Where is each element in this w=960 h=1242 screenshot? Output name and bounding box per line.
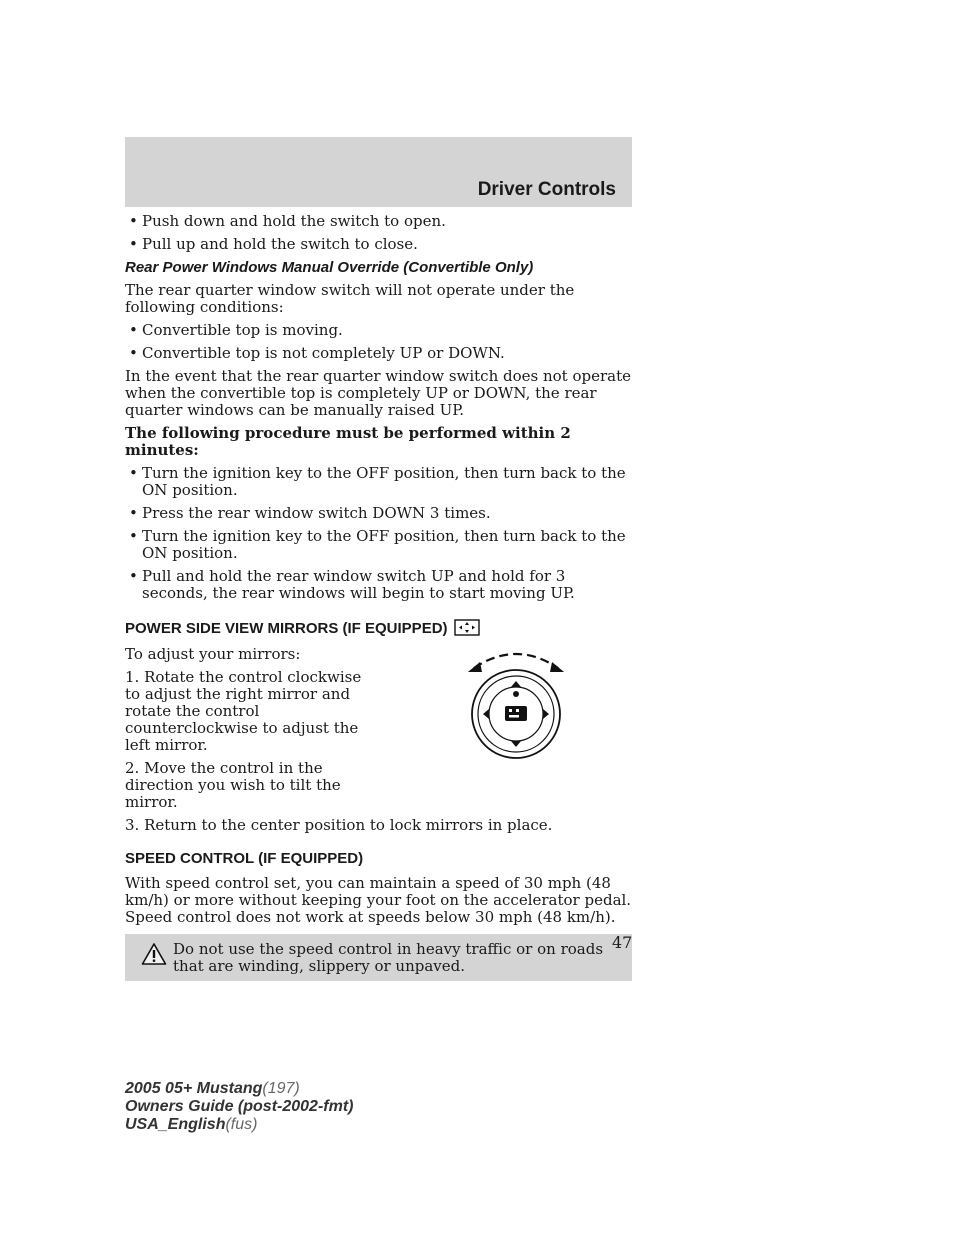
list-item: • Turn the ignition key to the OFF position, then turn back to the ON position. xyxy=(129,527,626,562)
section-title: Driver Controls xyxy=(477,179,616,200)
list-item: • Pull and hold the rear window switch UP and hold for 3 seconds, the rear windows will begin to start moving UP. xyxy=(129,567,575,602)
paragraph: To adjust your mirrors: xyxy=(125,645,301,663)
paragraph: 1. Rotate the control clockwise to adjust the right mirror and rotate the control counterclockwise to adjust the left mirror. xyxy=(125,668,362,754)
mirrors-section-title: POWER SIDE VIEW MIRRORS (IF EQUIPPED) xyxy=(125,618,632,638)
paragraph: 2. Move the control in the direction you wish to tilt the mirror. xyxy=(125,759,341,811)
list-item: • Turn the ignition key to the OFF position, then turn back to the ON position. xyxy=(129,464,626,499)
warning-text: Do not use the speed control in heavy traffic or on roads that are winding, slippery or unpaved. xyxy=(173,940,604,975)
list-item: • Convertible top is not completely UP or DOWN. xyxy=(129,344,505,362)
page-content xyxy=(125,213,632,981)
subsection-heading: Rear Power Windows Manual Override (Convertible Only) xyxy=(125,259,534,276)
speed-section-title: SPEED CONTROL (IF EQUIPPED) xyxy=(125,850,364,867)
paragraph: The rear quarter window switch will not operate under the following conditions: xyxy=(125,281,575,316)
section-header-band xyxy=(125,137,632,207)
page-number: 47 xyxy=(612,933,633,952)
document-footer: 2005 05+ Mustang(197) Owners Guide (post-2002-fmt) USA_English(fus) xyxy=(125,1080,354,1133)
procedure-heading: The following procedure must be performed within 2 minutes: xyxy=(125,424,571,459)
mirrors-section xyxy=(125,646,632,834)
list-item: • Pull up and hold the switch to close. xyxy=(129,235,418,253)
warning-icon xyxy=(141,942,167,966)
paragraph: With speed control set, you can maintain a speed of 30 mph (48 km/h) or more without keeping your foot on the accelerator pedal. Speed control does not work at speeds below 30 mph (48 km/h). xyxy=(125,874,632,926)
list-item: • Press the rear window switch DOWN 3 times. xyxy=(129,504,491,522)
warning-box xyxy=(125,934,632,981)
list-item: • Push down and hold the switch to open. xyxy=(129,212,446,230)
mirror-control-illustration xyxy=(460,642,572,760)
paragraph: 3. Return to the center position to lock mirrors in place. xyxy=(125,816,553,834)
power-mirror-icon xyxy=(454,618,482,638)
list-item: • Convertible top is moving. xyxy=(129,321,343,339)
paragraph: In the event that the rear quarter window switch does not operate when the convertible top is completely UP or DOWN, the rear quarter windows can be manually raised UP. xyxy=(125,367,632,419)
